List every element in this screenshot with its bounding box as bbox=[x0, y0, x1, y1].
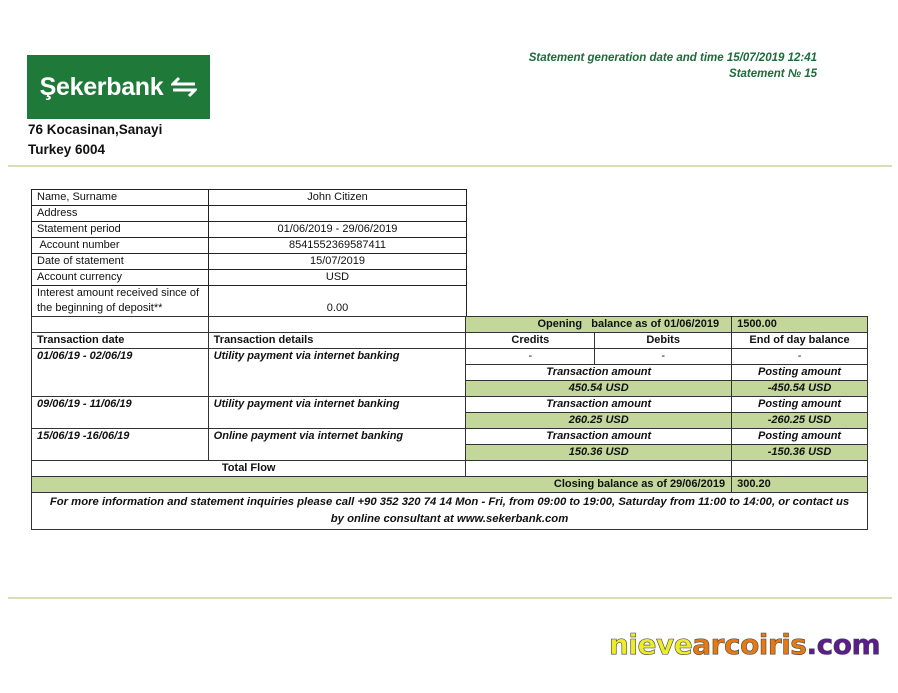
watermark-part2: arcoiris bbox=[692, 628, 807, 661]
total-flow-row bbox=[32, 461, 868, 477]
info-value: 15/07/2019 bbox=[209, 254, 467, 270]
info-label: Interest amount received since of the beginning of deposit** bbox=[32, 286, 209, 317]
posting-amount: -450.54 USD bbox=[732, 381, 868, 397]
initial-debits: - bbox=[595, 349, 732, 365]
closing-balance-value: 300.20 bbox=[732, 477, 868, 493]
info-row bbox=[32, 238, 467, 254]
transaction-date: 09/06/19 - 11/06/19 bbox=[32, 397, 209, 429]
closing-balance-label: Closing balance as of 29/06/2019 bbox=[32, 477, 732, 493]
account-info-table bbox=[31, 189, 467, 317]
contact-info-note: For more information and statement inquiries please call +90 352 320 74 14 Mon - Fri, from 09:00 to 19:00, Saturday from 11:00 to 14:00, or contact us by online consultant at www.sekerbank.com bbox=[32, 493, 868, 530]
opening-balance-label: Opening balance as of 01/06/2019 bbox=[466, 317, 732, 333]
transaction-amount-label: Transaction amount bbox=[466, 365, 732, 381]
posting-amount-label: Posting amount bbox=[732, 429, 868, 445]
initial-eod-balance: - bbox=[732, 349, 868, 365]
col-header-details: Transaction details bbox=[208, 333, 466, 349]
statement-table bbox=[31, 316, 868, 530]
bank-name: Şekerbank bbox=[39, 72, 164, 101]
info-row bbox=[32, 190, 467, 206]
info-label: Account currency bbox=[32, 270, 209, 286]
bank-address-line1: 76 Kocasinan,Sanayi bbox=[28, 122, 163, 137]
watermark bbox=[609, 628, 880, 661]
info-row bbox=[32, 206, 467, 222]
transaction-date: 01/06/19 - 02/06/19 bbox=[32, 349, 209, 397]
info-value: John Citizen bbox=[209, 190, 467, 206]
info-row bbox=[32, 222, 467, 238]
info-row bbox=[32, 254, 467, 270]
col-header-date: Transaction date bbox=[32, 333, 209, 349]
opening-balance-row bbox=[32, 317, 868, 333]
transaction-amount: 450.54 USD bbox=[466, 381, 732, 397]
footer-row bbox=[32, 493, 868, 530]
divider-bottom bbox=[8, 597, 892, 599]
posting-amount-label: Posting amount bbox=[732, 365, 868, 381]
total-flow-label: Total Flow bbox=[32, 461, 466, 477]
info-label: Account number bbox=[32, 238, 209, 254]
posting-amount: -150.36 USD bbox=[732, 445, 868, 461]
bank-address-line2: Turkey 6004 bbox=[28, 142, 106, 157]
info-value bbox=[209, 206, 467, 222]
posting-amount-label: Posting amount bbox=[732, 397, 868, 413]
statement-number: Statement № 15 bbox=[729, 68, 817, 80]
info-value: 0.00 bbox=[209, 286, 467, 317]
posting-amount: -260.25 USD bbox=[732, 413, 868, 429]
transaction-row bbox=[32, 397, 868, 413]
column-header-row bbox=[32, 333, 868, 349]
info-label: Address bbox=[32, 206, 209, 222]
divider-top bbox=[8, 165, 892, 167]
col-header-debits: Debits bbox=[595, 333, 732, 349]
sekerbank-s-arrows-icon bbox=[171, 76, 197, 98]
info-row bbox=[32, 270, 467, 286]
transaction-row bbox=[32, 349, 868, 365]
info-value: 8541552369587411 bbox=[209, 238, 467, 254]
closing-balance-row bbox=[32, 477, 868, 493]
watermark-part1: nieve bbox=[609, 628, 693, 661]
info-label: Date of statement bbox=[32, 254, 209, 270]
col-header-eod-balance: End of day balance bbox=[732, 333, 868, 349]
info-label: Name, Surname bbox=[32, 190, 209, 206]
transaction-amount-label: Transaction amount bbox=[466, 397, 732, 413]
transaction-amount: 150.36 USD bbox=[466, 445, 732, 461]
info-value: 01/06/2019 - 29/06/2019 bbox=[209, 222, 467, 238]
opening-balance-value: 1500.00 bbox=[732, 317, 868, 333]
transaction-row bbox=[32, 429, 868, 445]
info-row bbox=[32, 286, 467, 317]
initial-credits: - bbox=[466, 349, 595, 365]
watermark-part3: .com bbox=[806, 628, 881, 661]
transaction-details: Utility payment via internet banking bbox=[208, 397, 466, 429]
transaction-date: 15/06/19 -16/06/19 bbox=[32, 429, 209, 461]
bank-logo bbox=[27, 55, 210, 119]
col-header-credits: Credits bbox=[466, 333, 595, 349]
info-value: USD bbox=[209, 270, 467, 286]
statement-generation-datetime: Statement generation date and time 15/07/2019 12:41 bbox=[528, 52, 817, 64]
transaction-amount: 260.25 USD bbox=[466, 413, 732, 429]
info-label: Statement period bbox=[32, 222, 209, 238]
transaction-details: Online payment via internet banking bbox=[208, 429, 466, 461]
transaction-details: Utility payment via internet banking bbox=[208, 349, 466, 397]
transaction-amount-label: Transaction amount bbox=[466, 429, 732, 445]
